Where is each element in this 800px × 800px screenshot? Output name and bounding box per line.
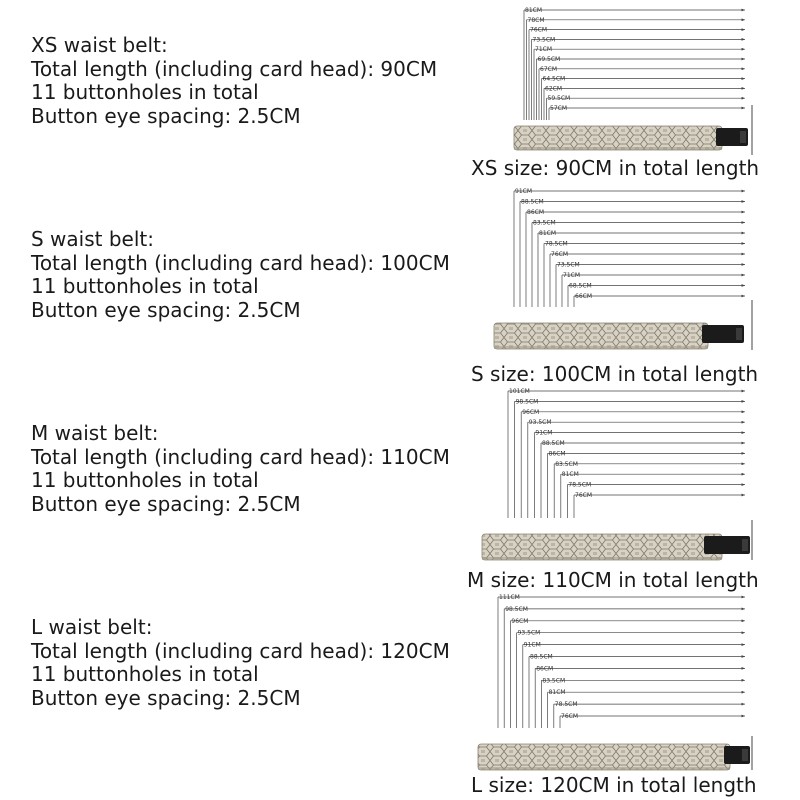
measurement-label: 68.5CM [569, 282, 592, 290]
measurement-label: 59.5CM [547, 95, 571, 103]
measurement-label: 91CM [523, 641, 541, 649]
measurement-label: 78CM [527, 16, 545, 24]
measurement-label: 71CM [535, 46, 553, 54]
total-length-text: Total length (including card head): 90CM [31, 56, 438, 81]
measurement-label: 76CM [530, 26, 548, 34]
measurement-label: 98.5CM [505, 605, 528, 613]
belt-strap [478, 744, 730, 770]
measurement-label: 67CM [540, 65, 558, 73]
measurement-label: 62CM [545, 85, 563, 93]
measurement-label: 81CM [548, 689, 566, 697]
spacing-text: Button eye spacing: 2.5CM [31, 297, 301, 322]
measurement-label: 76CM [575, 492, 593, 499]
spacing-text: Button eye spacing: 2.5CM [31, 685, 301, 710]
measurement-label: 86CM [548, 450, 566, 458]
measurement-label: 73.5CM [557, 261, 580, 269]
spacing-text: Button eye spacing: 2.5CM [31, 103, 301, 128]
size-title: XS waist belt: [31, 33, 168, 57]
measurement-line [560, 716, 745, 728]
measurement-label: 81CM [561, 471, 579, 479]
measurement-label: 66CM [575, 293, 593, 300]
buttonholes-text: 11 buttonholes in total [31, 274, 259, 298]
measurement-label: 88.5CM [521, 198, 544, 206]
measurement-label: 78.5CM [545, 240, 568, 248]
size-caption: M size: 110CM in total length [467, 568, 759, 592]
total-length-text: Total length (including card head): 110CM [31, 444, 450, 469]
measurement-label: 98.5CM [515, 398, 539, 406]
measurement-label: 88.5CM [542, 440, 565, 447]
measurement-label: 81CM [539, 230, 557, 237]
measurement-label: 91CM [535, 429, 553, 437]
spacing-text: Button eye spacing: 2.5CM [31, 491, 301, 516]
measurement-label: 96CM [511, 617, 529, 625]
measurement-label: 91CM [515, 188, 533, 195]
measurement-label: 64.5CM [542, 75, 566, 83]
measurement-label: 101CM [509, 388, 530, 395]
measurement-label: 76CM [561, 713, 579, 720]
measurement-label: 69.5CM [537, 56, 561, 63]
measurement-label: 83.5CM [542, 677, 566, 685]
total-length-text: Total length (including card head): 100CM [31, 250, 450, 275]
measurement-line [548, 692, 745, 728]
size-caption: L size: 120CM in total length [471, 773, 757, 797]
measurement-label: 71CM [563, 272, 581, 279]
measurement-label: 86CM [536, 665, 554, 673]
measurement-label: 93.5CM [528, 419, 552, 427]
measurement-label: 57CM [550, 105, 568, 112]
measurement-label: 73.5CM [532, 36, 556, 44]
measurement-label: 111CM [499, 594, 520, 601]
measurement-label: 78.5CM [568, 481, 592, 489]
measurement-line [523, 645, 745, 728]
measurement-label: 81CM [525, 7, 543, 14]
buttonholes-text: 11 buttonholes in total [31, 468, 259, 492]
measurement-label: 86CM [527, 209, 545, 216]
measurement-label: 83.5CM [555, 460, 578, 468]
measurement-line [510, 621, 745, 728]
measurement-label: 78.5CM [554, 701, 578, 709]
size-caption: S size: 100CM in total length [471, 362, 759, 386]
belt-buckle [724, 746, 750, 764]
buttonholes-text: 11 buttonholes in total [31, 80, 259, 104]
total-length-text: Total length (including card head): 120CM [31, 638, 450, 663]
buttonholes-text: 11 buttonholes in total [31, 662, 259, 686]
size-title: L waist belt: [31, 615, 153, 639]
measurement-label: 76CM [551, 251, 569, 258]
size-title: M waist belt: [31, 421, 159, 445]
size-caption: XS size: 90CM in total length [471, 156, 760, 180]
measurement-label: 83.5CM [533, 219, 556, 227]
size-title: S waist belt: [31, 227, 154, 251]
measurement-label: 88.5CM [530, 653, 553, 661]
measurement-label: 93.5CM [517, 629, 541, 637]
measurement-label: 96CM [522, 408, 540, 416]
